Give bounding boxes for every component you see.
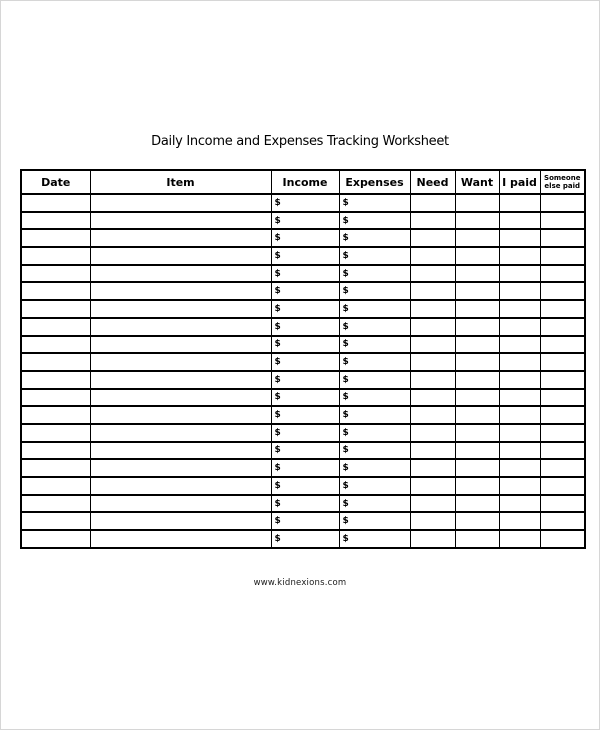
cell-item: [90, 389, 271, 407]
cell-need: [410, 459, 455, 477]
cell-want: [455, 353, 499, 371]
cell-income: $: [271, 282, 339, 300]
cell-want: [455, 512, 499, 530]
table-row: [21, 282, 585, 300]
cell-i_paid: [499, 406, 540, 424]
column-header-i-paid: I paid: [499, 170, 540, 194]
cell-want: [455, 371, 499, 389]
cell-income: $: [271, 530, 339, 548]
cell-item: [90, 300, 271, 318]
table-row: [21, 389, 585, 407]
table-row: [21, 406, 585, 424]
cell-income: $: [271, 194, 339, 212]
table-row: [21, 212, 585, 230]
cell-want: [455, 495, 499, 513]
cell-expenses: $: [339, 530, 410, 548]
cell-expenses: $: [339, 300, 410, 318]
worksheet-table-body: [21, 194, 585, 548]
cell-income: $: [271, 477, 339, 495]
cell-i_paid: [499, 477, 540, 495]
cell-date: [21, 389, 90, 407]
cell-someone_else_paid: [540, 229, 585, 247]
cell-i_paid: [499, 353, 540, 371]
cell-someone_else_paid: [540, 212, 585, 230]
cell-want: [455, 424, 499, 442]
cell-income: $: [271, 406, 339, 424]
cell-income: $: [271, 247, 339, 265]
cell-item: [90, 336, 271, 354]
cell-i_paid: [499, 530, 540, 548]
table-row: [21, 442, 585, 460]
cell-i_paid: [499, 336, 540, 354]
cell-expenses: $: [339, 247, 410, 265]
cell-someone_else_paid: [540, 336, 585, 354]
cell-need: [410, 300, 455, 318]
cell-expenses: $: [339, 371, 410, 389]
column-header-income: Income: [271, 170, 339, 194]
cell-i_paid: [499, 300, 540, 318]
cell-want: [455, 406, 499, 424]
cell-date: [21, 247, 90, 265]
cell-item: [90, 282, 271, 300]
header-row: [21, 170, 585, 194]
cell-i_paid: [499, 247, 540, 265]
cell-expenses: $: [339, 282, 410, 300]
cell-item: [90, 406, 271, 424]
cell-want: [455, 389, 499, 407]
cell-i_paid: [499, 229, 540, 247]
cell-need: [410, 442, 455, 460]
cell-expenses: $: [339, 442, 410, 460]
cell-income: $: [271, 512, 339, 530]
cell-expenses: $: [339, 212, 410, 230]
table-row: [21, 530, 585, 548]
cell-need: [410, 424, 455, 442]
cell-date: [21, 442, 90, 460]
cell-someone_else_paid: [540, 442, 585, 460]
cell-date: [21, 336, 90, 354]
cell-expenses: $: [339, 318, 410, 336]
cell-date: [21, 212, 90, 230]
column-header-expenses: Expenses: [339, 170, 410, 194]
cell-expenses: $: [339, 353, 410, 371]
cell-date: [21, 318, 90, 336]
cell-income: $: [271, 229, 339, 247]
cell-item: [90, 442, 271, 460]
cell-date: [21, 353, 90, 371]
cell-item: [90, 212, 271, 230]
table-row: [21, 336, 585, 354]
cell-want: [455, 477, 499, 495]
column-header-item: Item: [90, 170, 271, 194]
cell-item: [90, 229, 271, 247]
table-row: [21, 318, 585, 336]
table-row: [21, 353, 585, 371]
table-row: [21, 424, 585, 442]
table-row: [21, 371, 585, 389]
worksheet-table: [20, 169, 586, 549]
cell-want: [455, 300, 499, 318]
cell-want: [455, 194, 499, 212]
cell-i_paid: [499, 495, 540, 513]
cell-date: [21, 495, 90, 513]
cell-need: [410, 530, 455, 548]
cell-need: [410, 229, 455, 247]
cell-date: [21, 459, 90, 477]
cell-someone_else_paid: [540, 371, 585, 389]
cell-income: $: [271, 371, 339, 389]
footer-url: www.kidnexions.com: [253, 578, 347, 588]
cell-i_paid: [499, 282, 540, 300]
cell-income: $: [271, 495, 339, 513]
cell-need: [410, 512, 455, 530]
cell-someone_else_paid: [540, 459, 585, 477]
cell-need: [410, 194, 455, 212]
cell-want: [455, 229, 499, 247]
cell-expenses: $: [339, 389, 410, 407]
cell-date: [21, 512, 90, 530]
table-row: [21, 477, 585, 495]
cell-income: $: [271, 353, 339, 371]
cell-item: [90, 424, 271, 442]
cell-want: [455, 282, 499, 300]
cell-income: $: [271, 300, 339, 318]
cell-someone_else_paid: [540, 406, 585, 424]
cell-need: [410, 353, 455, 371]
cell-date: [21, 282, 90, 300]
cell-expenses: $: [339, 406, 410, 424]
cell-item: [90, 247, 271, 265]
cell-need: [410, 318, 455, 336]
cell-want: [455, 247, 499, 265]
cell-i_paid: [499, 371, 540, 389]
cell-income: $: [271, 424, 339, 442]
cell-someone_else_paid: [540, 477, 585, 495]
table-row: [21, 495, 585, 513]
cell-i_paid: [499, 424, 540, 442]
cell-want: [455, 318, 499, 336]
cell-someone_else_paid: [540, 389, 585, 407]
cell-i_paid: [499, 318, 540, 336]
cell-income: $: [271, 459, 339, 477]
cell-date: [21, 265, 90, 283]
cell-someone_else_paid: [540, 247, 585, 265]
cell-item: [90, 512, 271, 530]
cell-i_paid: [499, 389, 540, 407]
cell-need: [410, 477, 455, 495]
cell-date: [21, 530, 90, 548]
cell-income: $: [271, 212, 339, 230]
column-header-date: Date: [21, 170, 90, 194]
cell-someone_else_paid: [540, 353, 585, 371]
cell-need: [410, 212, 455, 230]
table-row: [21, 265, 585, 283]
cell-item: [90, 194, 271, 212]
cell-want: [455, 530, 499, 548]
cell-want: [455, 265, 499, 283]
table-row: [21, 512, 585, 530]
cell-item: [90, 353, 271, 371]
cell-need: [410, 265, 455, 283]
cell-someone_else_paid: [540, 424, 585, 442]
cell-income: $: [271, 265, 339, 283]
cell-item: [90, 477, 271, 495]
cell-expenses: $: [339, 459, 410, 477]
cell-someone_else_paid: [540, 282, 585, 300]
cell-i_paid: [499, 212, 540, 230]
cell-date: [21, 194, 90, 212]
page-title: Daily Income and Expenses Tracking Worksheet: [151, 134, 449, 149]
cell-want: [455, 212, 499, 230]
table-row: [21, 229, 585, 247]
cell-need: [410, 336, 455, 354]
cell-someone_else_paid: [540, 512, 585, 530]
cell-someone_else_paid: [540, 495, 585, 513]
cell-income: $: [271, 389, 339, 407]
cell-item: [90, 530, 271, 548]
cell-someone_else_paid: [540, 530, 585, 548]
cell-i_paid: [499, 442, 540, 460]
cell-need: [410, 282, 455, 300]
cell-expenses: $: [339, 229, 410, 247]
cell-need: [410, 389, 455, 407]
cell-date: [21, 229, 90, 247]
cell-someone_else_paid: [540, 265, 585, 283]
cell-want: [455, 336, 499, 354]
cell-want: [455, 459, 499, 477]
cell-item: [90, 495, 271, 513]
cell-income: $: [271, 442, 339, 460]
table-row: [21, 247, 585, 265]
cell-i_paid: [499, 512, 540, 530]
cell-need: [410, 371, 455, 389]
cell-date: [21, 477, 90, 495]
table-row: [21, 194, 585, 212]
cell-expenses: $: [339, 512, 410, 530]
cell-need: [410, 247, 455, 265]
cell-expenses: $: [339, 194, 410, 212]
cell-expenses: $: [339, 265, 410, 283]
cell-expenses: $: [339, 336, 410, 354]
cell-i_paid: [499, 194, 540, 212]
cell-i_paid: [499, 265, 540, 283]
cell-date: [21, 300, 90, 318]
cell-item: [90, 318, 271, 336]
column-header-need: Need: [410, 170, 455, 194]
cell-expenses: $: [339, 477, 410, 495]
cell-someone_else_paid: [540, 194, 585, 212]
cell-income: $: [271, 318, 339, 336]
cell-someone_else_paid: [540, 318, 585, 336]
cell-date: [21, 406, 90, 424]
cell-i_paid: [499, 459, 540, 477]
table-row: [21, 300, 585, 318]
cell-item: [90, 265, 271, 283]
cell-date: [21, 371, 90, 389]
cell-item: [90, 371, 271, 389]
cell-want: [455, 442, 499, 460]
column-header-want: Want: [455, 170, 499, 194]
cell-someone_else_paid: [540, 300, 585, 318]
cell-need: [410, 495, 455, 513]
cell-income: $: [271, 336, 339, 354]
cell-expenses: $: [339, 495, 410, 513]
column-header-someone-else-paid: Someone else paid: [540, 170, 585, 194]
cell-need: [410, 406, 455, 424]
cell-date: [21, 424, 90, 442]
cell-expenses: $: [339, 424, 410, 442]
cell-item: [90, 459, 271, 477]
table-row: [21, 459, 585, 477]
